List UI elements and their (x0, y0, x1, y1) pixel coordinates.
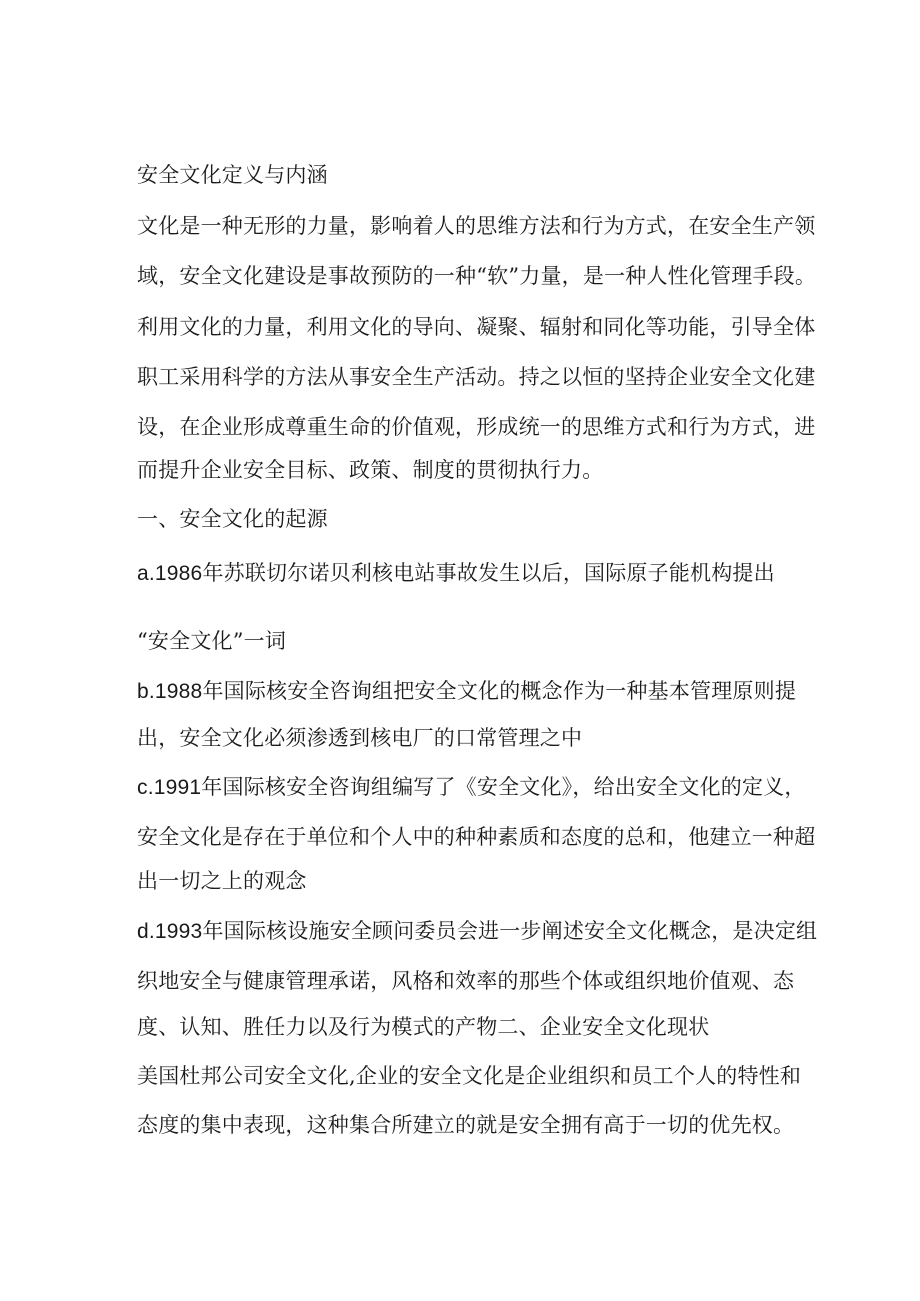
item-b-line1 (137, 676, 796, 707)
item-a-prefix: a.1986 (137, 562, 203, 585)
item-c-prefix: c.1991 (137, 776, 202, 799)
item-c-line1 (137, 772, 806, 803)
document-title: 安全文化定义与内涵 (137, 163, 328, 187)
item-d-line1 (137, 916, 817, 947)
item-d-text: 年国际核设施安全顾问委员会进一步阐述安全文化概念，是决定组 (202, 919, 818, 943)
dupont-line: 态度的集中表现，这种集合所建立的就是安全拥有高于一切的优先权。 (137, 1113, 795, 1137)
item-b-prefix: b.1988 (137, 680, 203, 703)
item-d-line2: 织地安全与健康管理承诺，风格和效率的那些个体或组织地价值观、态 (137, 969, 795, 993)
item-c-line3: 出一切之上的观念 (137, 869, 307, 893)
section-heading: 一、安全文化的起源 (137, 507, 328, 531)
intro-line: 利用文化的力量，利用文化的导向、凝聚、辐射和同化等功能，引导全体 (137, 315, 816, 339)
dupont-line: 美国杜邦公司安全文化,企业的安全文化是企业组织和员工个人的特性和 (137, 1064, 802, 1088)
item-a-line2: “安全文化”一词 (137, 629, 287, 653)
intro-line: 域，安全文化建设是事故预防的一种“软”力量，是一种人性化管理手段。 (137, 264, 817, 288)
intro-line: 文化是一种无形的力量，影响着人的思维方法和行为方式，在安全生产领 (137, 214, 816, 238)
item-d-line3: 度、认知、胜任力以及行为模式的产物二、企业安全文化现状 (137, 1015, 710, 1039)
intro-line: 设，在企业形成尊重生命的价值观，形成统一的思维方式和行为方式，进 (137, 415, 816, 439)
item-a-text: 年苏联切尔诺贝利核电站事故发生以后，国际原子能机构提出 (202, 561, 775, 585)
intro-line: 职工采用科学的方法从事安全生产活动。持之以恒的坚持企业安全文化建 (137, 365, 816, 389)
item-b-line2: 出，安全文化必须渗透到核电厂的口常管理之中 (137, 726, 583, 750)
item-b-text: 年国际核安全咨询组把安全文化的概念作为一种基本管理原则提 (202, 679, 797, 703)
item-d-prefix: d.1993 (137, 920, 203, 943)
intro-line: 而提升企业安全目标、政策、制度的贯彻执行力。 (137, 458, 604, 482)
item-c-text: 年国际核安全咨询组编写了《安全文化》，给出安全文化的定义， (201, 775, 806, 799)
item-a-line1 (137, 558, 775, 589)
item-c-line2: 安全文化是存在于单位和个人中的种种素质和态度的总和，他建立一种超 (137, 825, 816, 849)
